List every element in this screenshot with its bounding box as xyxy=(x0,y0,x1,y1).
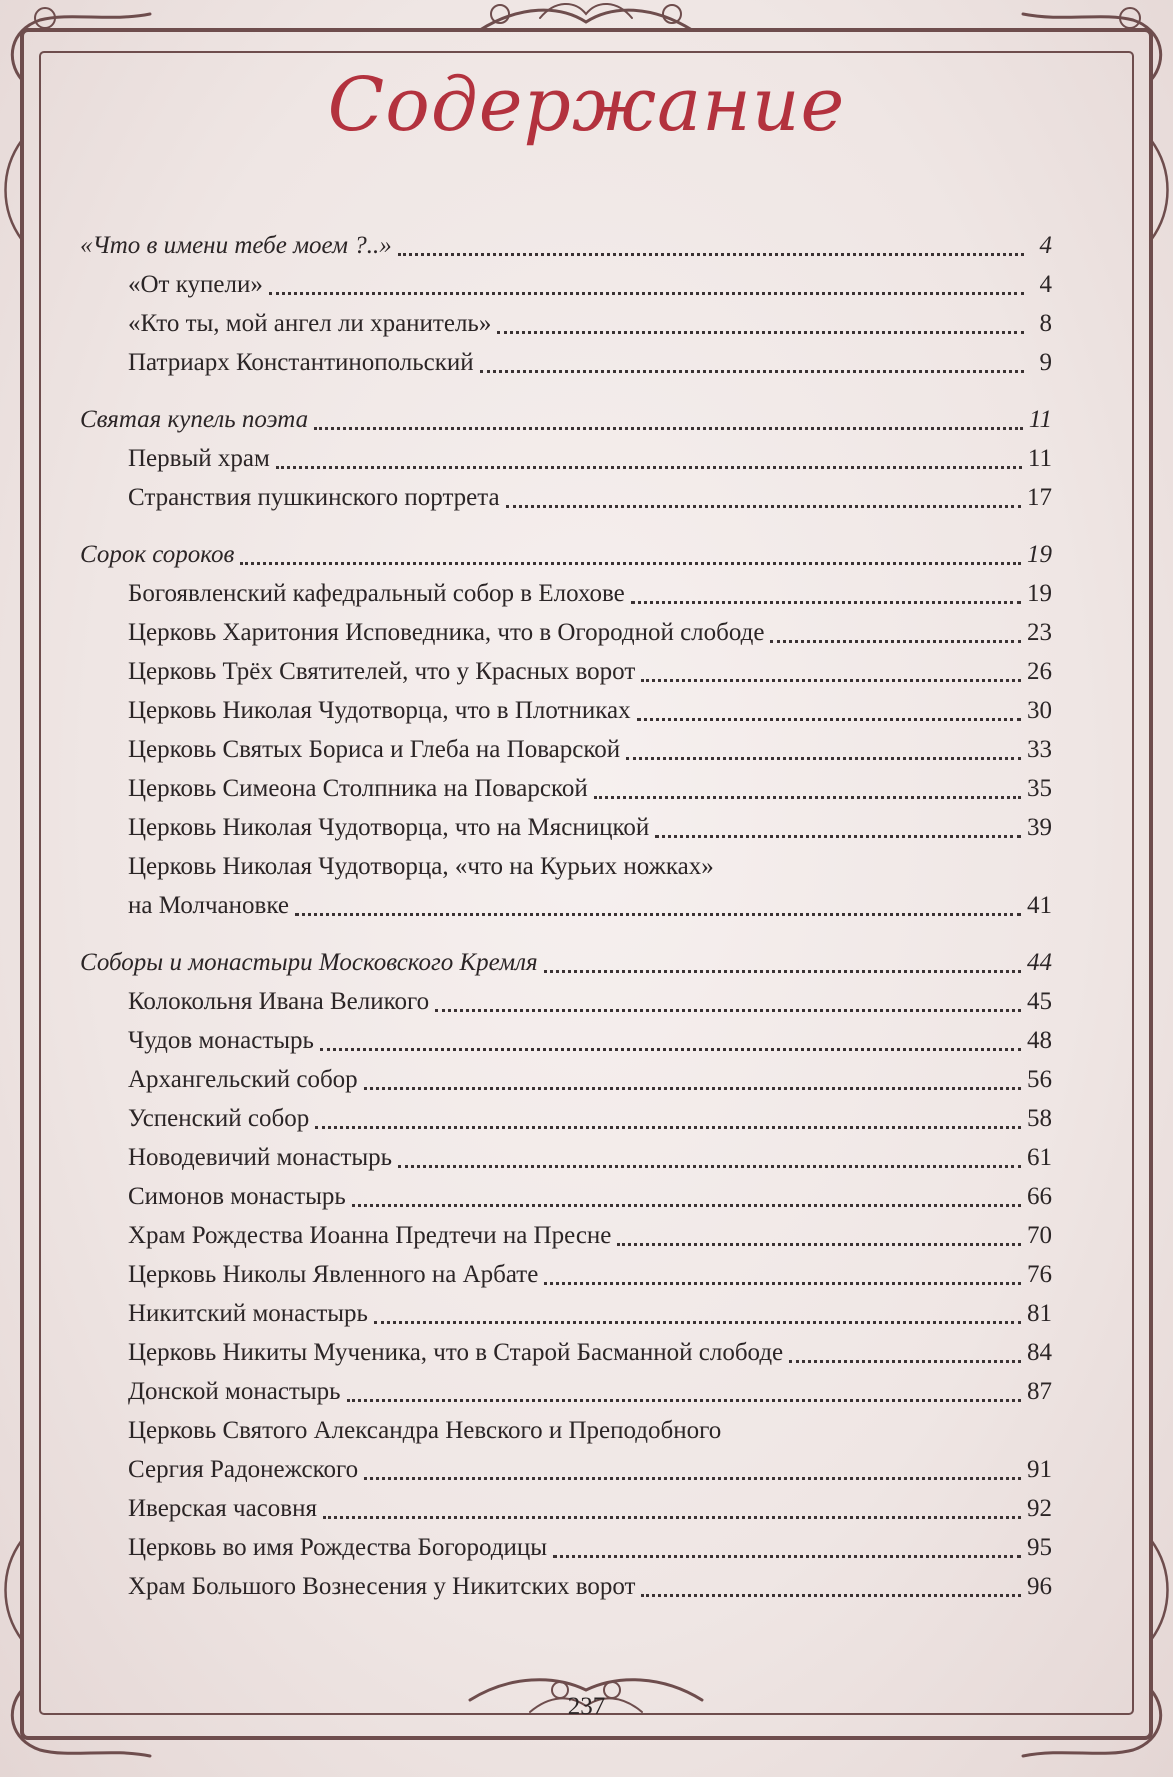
toc-entry-title: «От купели» xyxy=(128,271,263,298)
toc-entry-page: 76 xyxy=(1027,1261,1052,1288)
dot-leader xyxy=(544,1282,1021,1285)
toc-section xyxy=(80,943,1052,1606)
toc-entry-page: 91 xyxy=(1027,1456,1052,1483)
toc-entry-page: 17 xyxy=(1027,484,1052,511)
toc-section-heading[interactable] xyxy=(80,400,1052,439)
toc-section xyxy=(80,226,1052,382)
toc-entry-title: Церковь Никиты Мученика, что в Старой Басманной слободе xyxy=(128,1339,784,1366)
toc-entry-title-line: Церковь Святого Александра Невского и Преподобного xyxy=(128,1417,722,1444)
dot-leader xyxy=(594,796,1021,799)
toc-entry-title: Святая купель поэта xyxy=(80,406,309,433)
toc-entry-title: Никитский монастырь xyxy=(128,1300,368,1327)
dot-leader xyxy=(553,1555,1021,1558)
dot-leader xyxy=(506,505,1021,508)
toc-entry-title: Патриарх Константинопольский xyxy=(128,349,474,376)
toc-entry-page: 92 xyxy=(1027,1495,1052,1522)
toc-entry-page: 41 xyxy=(1027,892,1052,919)
toc-entry-title: Архангельский собор xyxy=(128,1066,358,1093)
toc-entry-title: Церковь Харитония Исповедника, что в Огородной слободе xyxy=(128,619,765,646)
toc-entry[interactable] xyxy=(80,1333,1052,1372)
toc-entry-title: Церковь Николы Явленного на Арбате xyxy=(128,1261,539,1288)
toc-entry[interactable] xyxy=(80,982,1052,1021)
toc-entry-page: 39 xyxy=(1027,814,1052,841)
toc-entry[interactable] xyxy=(80,439,1052,478)
toc-entry[interactable] xyxy=(80,574,1052,613)
toc-entry-page: 30 xyxy=(1027,697,1052,724)
toc-section-heading[interactable] xyxy=(80,943,1052,982)
toc-entry[interactable] xyxy=(80,265,1052,304)
toc-entry-title: Церковь Николая Чудотворца, что на Мясницкой xyxy=(128,814,650,841)
toc-section-heading[interactable] xyxy=(80,226,1052,265)
toc-entry[interactable] xyxy=(80,1099,1052,1138)
toc-entry[interactable] xyxy=(80,1567,1052,1606)
toc-entry-page: 33 xyxy=(1027,736,1052,763)
toc-entry-title: Церковь во имя Рождества Богородицы xyxy=(128,1534,548,1561)
toc-entry[interactable] xyxy=(80,1489,1052,1528)
toc-entry-page: 11 xyxy=(1028,406,1052,433)
toc-entry-page: 19 xyxy=(1027,580,1052,607)
toc-entry-page: 4 xyxy=(1039,232,1052,259)
toc-entry-title: Успенский собор xyxy=(128,1105,310,1132)
dot-leader xyxy=(320,1048,1021,1051)
toc-entry[interactable] xyxy=(80,886,1052,925)
dot-leader xyxy=(641,679,1021,682)
toc-entry-page: 19 xyxy=(1027,541,1052,568)
toc-entry[interactable] xyxy=(80,808,1052,847)
dot-leader xyxy=(276,466,1022,469)
dot-leader xyxy=(497,331,1024,334)
toc-entry-title: Сорок сороков xyxy=(80,541,235,568)
toc-entry-page: 48 xyxy=(1027,1027,1052,1054)
dot-leader xyxy=(364,1087,1021,1090)
toc-entry-title: Церковь Трёх Святителей, что у Красных ворот xyxy=(128,658,636,685)
toc-entry[interactable] xyxy=(80,304,1052,343)
dot-leader xyxy=(269,292,1024,295)
toc-section xyxy=(80,400,1052,517)
toc-entry-page: 45 xyxy=(1027,988,1052,1015)
toc-entry[interactable] xyxy=(80,613,1052,652)
toc-section-heading[interactable] xyxy=(80,535,1052,574)
toc-entry-page: 4 xyxy=(1039,271,1052,298)
toc-entry-title: Чудов монастырь xyxy=(128,1027,314,1054)
table-of-contents xyxy=(80,226,1052,1624)
toc-entry[interactable] xyxy=(80,1255,1052,1294)
toc-entry-page: 11 xyxy=(1027,445,1052,472)
dot-leader xyxy=(314,427,1023,430)
toc-entry-page: 87 xyxy=(1027,1378,1052,1405)
toc-entry-page: 66 xyxy=(1027,1183,1052,1210)
toc-entry-title: Симонов монастырь xyxy=(128,1183,346,1210)
dot-leader xyxy=(617,1243,1021,1246)
toc-entry-title: Первый храм xyxy=(128,445,270,472)
dot-leader xyxy=(398,253,1024,256)
toc-entry[interactable] xyxy=(80,1021,1052,1060)
toc-entry-page: 70 xyxy=(1027,1222,1052,1249)
toc-entry[interactable] xyxy=(80,1294,1052,1333)
toc-entry[interactable] xyxy=(80,730,1052,769)
toc-entry-title: Сергия Радонежского xyxy=(128,1456,359,1483)
toc-entry-title: «Что в имени тебе моем ?..» xyxy=(80,232,392,259)
toc-entry[interactable] xyxy=(80,1528,1052,1567)
toc-entry-page: 26 xyxy=(1027,658,1052,685)
toc-entry[interactable] xyxy=(80,1216,1052,1255)
toc-entry-title: Донской монастырь xyxy=(128,1378,341,1405)
page-number: 237 xyxy=(567,1693,606,1720)
toc-entry-title: Церковь Святых Бориса и Глеба на Поварской xyxy=(128,736,621,763)
toc-entry-title: Храм Рождества Иоанна Предтечи на Пресне xyxy=(128,1222,612,1249)
dot-leader xyxy=(364,1477,1021,1480)
dot-leader xyxy=(347,1399,1021,1402)
toc-entry-title: Колокольня Ивана Великого xyxy=(128,988,430,1015)
toc-entry-title: Иверская часовня xyxy=(128,1495,317,1522)
toc-entry-page: 61 xyxy=(1027,1144,1052,1171)
dot-leader xyxy=(637,718,1021,721)
toc-entry-page: 95 xyxy=(1027,1534,1052,1561)
toc-entry[interactable] xyxy=(80,1060,1052,1099)
toc-entry-page: 8 xyxy=(1039,310,1052,337)
toc-entry-title: Храм Большого Вознесения у Никитских ворот xyxy=(128,1573,636,1600)
toc-entry[interactable] xyxy=(80,1138,1052,1177)
toc-entry-title: Соборы и монастыри Московского Кремля xyxy=(80,949,538,976)
dot-leader xyxy=(789,1360,1021,1363)
toc-entry-title: Странствия пушкинского портрета xyxy=(128,484,500,511)
toc-entry[interactable] xyxy=(80,1372,1052,1411)
toc-entry[interactable] xyxy=(80,1177,1052,1216)
dot-leader xyxy=(295,913,1021,916)
toc-entry-title: Церковь Николая Чудотворца, что в Плотниках xyxy=(128,697,631,724)
dot-leader xyxy=(398,1165,1021,1168)
toc-entry-title: на Молчановке xyxy=(128,892,289,919)
toc-entry-page: 56 xyxy=(1027,1066,1052,1093)
toc-entry[interactable] xyxy=(80,1450,1052,1489)
toc-entry-page: 9 xyxy=(1039,349,1052,376)
dot-leader xyxy=(626,757,1021,760)
page-title: Содержание xyxy=(327,62,846,148)
toc-entry-page: 44 xyxy=(1027,949,1052,976)
dot-leader xyxy=(631,601,1021,604)
toc-entry[interactable] xyxy=(80,478,1052,517)
toc-entry-page: 84 xyxy=(1027,1339,1052,1366)
dot-leader xyxy=(480,370,1024,373)
toc-entry-title-line: Церковь Николая Чудотворца, «что на Курьих ножках» xyxy=(128,853,714,880)
toc-entry-title: Богоявленский кафедральный собор в Елохове xyxy=(128,580,625,607)
toc-entry-title: Церковь Симеона Столпника на Поварской xyxy=(128,775,588,802)
toc-entry[interactable] xyxy=(80,652,1052,691)
dot-leader xyxy=(323,1516,1021,1519)
toc-entry-page: 23 xyxy=(1027,619,1052,646)
dot-leader xyxy=(770,640,1021,643)
dot-leader xyxy=(641,1594,1021,1597)
toc-entry-page: 58 xyxy=(1027,1105,1052,1132)
toc-entry[interactable] xyxy=(80,769,1052,808)
dot-leader xyxy=(544,970,1021,973)
toc-entry-title: «Кто ты, мой ангел ли хранитель» xyxy=(128,310,492,337)
dot-leader xyxy=(315,1126,1021,1129)
toc-entry[interactable] xyxy=(80,343,1052,382)
dot-leader xyxy=(435,1009,1021,1012)
dot-leader xyxy=(374,1321,1021,1324)
dot-leader xyxy=(352,1204,1021,1207)
toc-entry-title: Новодевичий монастырь xyxy=(128,1144,393,1171)
dot-leader xyxy=(240,562,1021,565)
toc-entry[interactable] xyxy=(80,691,1052,730)
dot-leader xyxy=(655,835,1021,838)
toc-entry-page: 81 xyxy=(1027,1300,1052,1327)
toc-entry-page: 96 xyxy=(1027,1573,1052,1600)
toc-entry-page: 35 xyxy=(1027,775,1052,802)
toc-section xyxy=(80,535,1052,925)
